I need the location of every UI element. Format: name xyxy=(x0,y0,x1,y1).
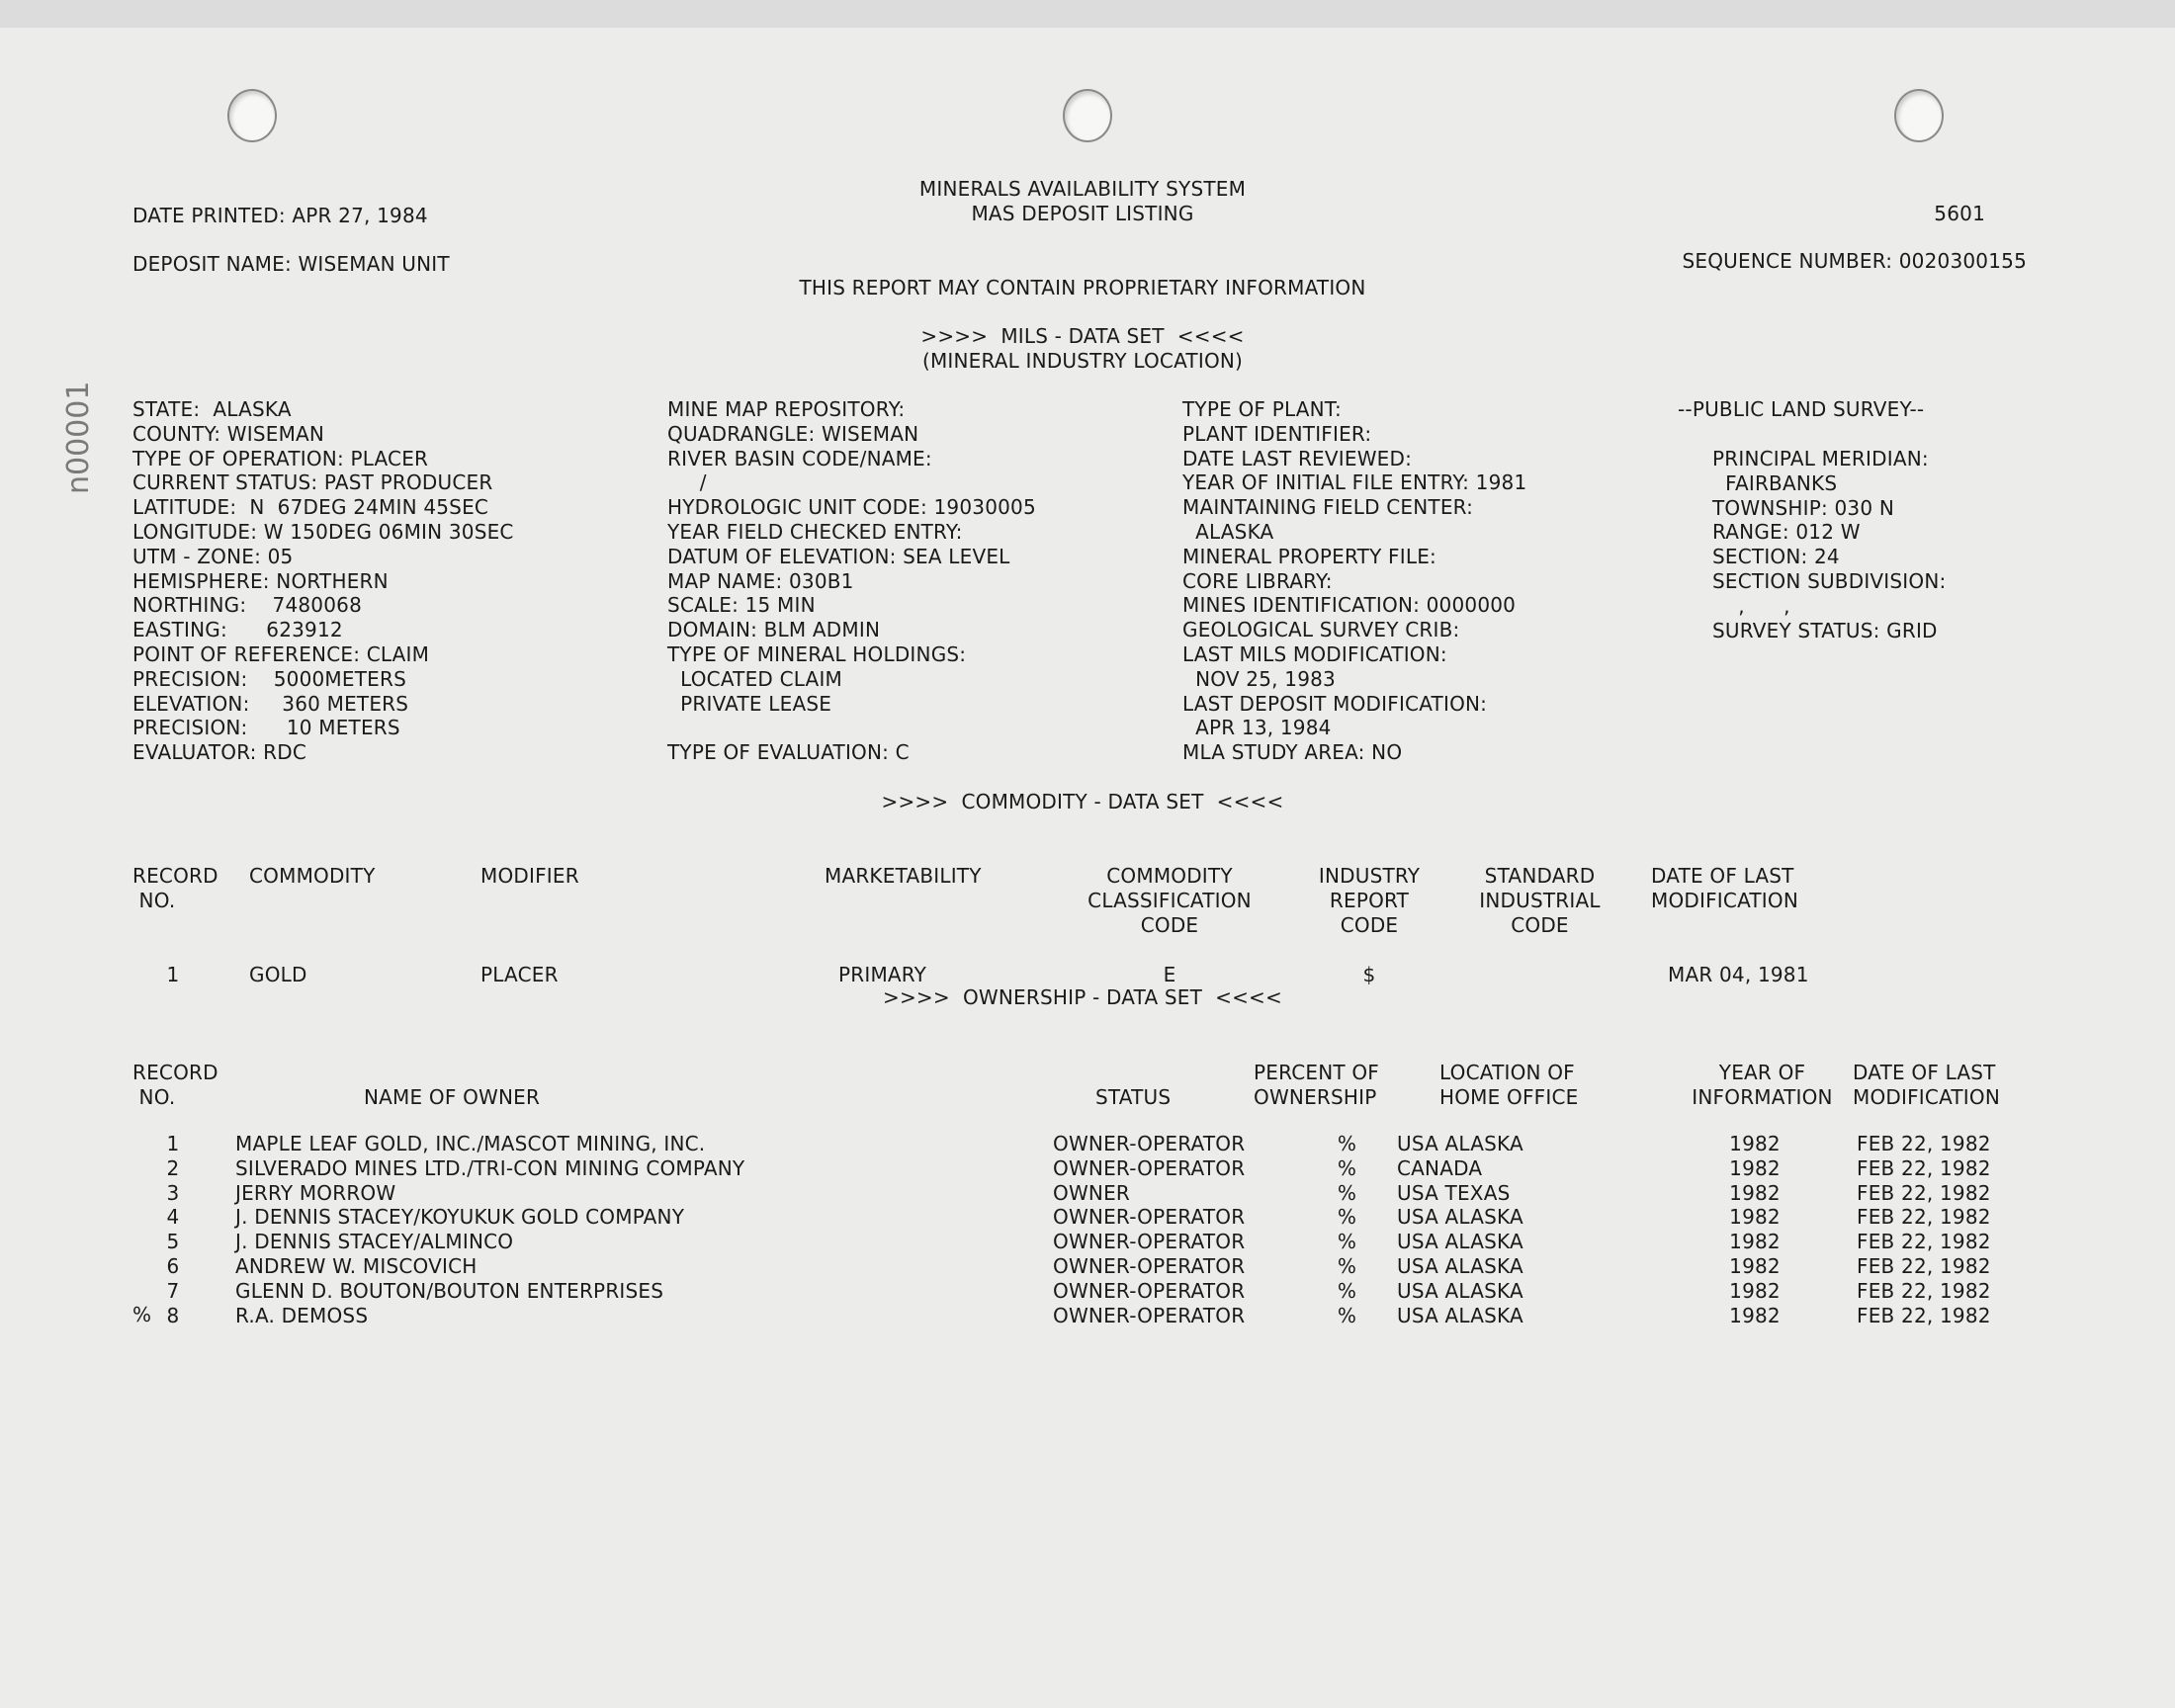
ownership-cell-location: USA ALASKA xyxy=(1397,1230,1523,1254)
mils-field: UTM - ZONE: 05 xyxy=(132,544,294,568)
commodity-cell-modifier: PLACER xyxy=(480,963,559,986)
ownership-cell-last-mod: FEB 22, 1982 xyxy=(1857,1254,1991,1278)
ownership-cell-name: JERRY MORROW xyxy=(235,1180,396,1205)
sequence-number: SEQUENCE NUMBER: 0020300155 xyxy=(1682,249,2027,273)
commodity-cell-last-mod: MAR 04, 1981 xyxy=(1668,963,1809,986)
ownership-cell-name: GLENN D. BOUTON/BOUTON ENTERPRISES xyxy=(235,1278,664,1303)
ownership-cell-location: USA ALASKA xyxy=(1397,1254,1523,1278)
punch-hole-right xyxy=(1894,89,1944,142)
ownership-header-record: RECORD NO. xyxy=(132,1061,218,1109)
ownership-header-last-mod: DATE OF LAST MODIFICATION xyxy=(1853,1061,2001,1109)
commodity-header-commodity: COMMODITY xyxy=(249,864,376,888)
commodity-cell-commodity: GOLD xyxy=(249,963,307,986)
mils-field: / xyxy=(667,470,707,495)
ownership-cell-location: USA ALASKA xyxy=(1397,1278,1523,1303)
proprietary-notice: THIS REPORT MAY CONTAIN PROPRIETARY INFORMATION xyxy=(799,276,1366,299)
ownership-header-year: YEAR OF INFORMATION xyxy=(1692,1061,1833,1109)
mils-field: TYPE OF EVALUATION: C xyxy=(667,740,910,765)
mils-field: LAST MILS MODIFICATION: xyxy=(1182,642,1447,666)
mils-field: PLANT IDENTIFIER: xyxy=(1182,421,1372,446)
ownership-cell-name: SILVERADO MINES LTD./TRI-CON MINING COMPANY xyxy=(235,1155,745,1180)
mils-field: PRECISION: 10 METERS xyxy=(132,716,400,740)
public-land-survey-field: FAIRBANKS xyxy=(1712,470,1838,495)
commodity-header-modifier: MODIFIER xyxy=(480,864,579,888)
ownership-cell-year: 1982 xyxy=(1729,1230,1781,1254)
ownership-header-name: NAME OF OWNER xyxy=(364,1085,541,1109)
ownership-heading: >>>> OWNERSHIP - DATA SET <<<< xyxy=(883,985,1282,1009)
mils-field: EVALUATOR: RDC xyxy=(132,740,307,765)
ownership-cell-record: 8 xyxy=(166,1303,180,1327)
ownership-cell-location: USA ALASKA xyxy=(1397,1303,1523,1327)
commodity-header-marketability: MARKETABILITY xyxy=(825,864,982,888)
mils-field: YEAR FIELD CHECKED ENTRY: xyxy=(667,520,963,544)
ownership-cell-status: OWNER-OPERATOR xyxy=(1053,1132,1246,1155)
ownership-cell-percent: % xyxy=(1337,1303,1357,1327)
ownership-cell-status: OWNER-OPERATOR xyxy=(1053,1278,1246,1303)
mils-heading: >>>> MILS - DATA SET <<<< xyxy=(920,324,1245,348)
public-land-survey-field: SECTION: 24 xyxy=(1712,545,1840,569)
footnote-percent: % xyxy=(132,1303,152,1326)
commodity-header-record: RECORD NO. xyxy=(132,864,218,912)
mils-field: MINES IDENTIFICATION: 0000000 xyxy=(1182,593,1517,618)
ownership-cell-status: OWNER-OPERATOR xyxy=(1053,1254,1246,1278)
mils-field: PRIVATE LEASE xyxy=(667,691,832,716)
mils-field: GEOLOGICAL SURVEY CRIB: xyxy=(1182,618,1460,642)
mils-field: CORE LIBRARY: xyxy=(1182,568,1333,593)
public-land-survey-field: PRINCIPAL MERIDIAN: xyxy=(1712,447,1929,470)
system-title: MINERALS AVAILABILITY SYSTEM xyxy=(918,177,1247,201)
ownership-header-location: LOCATION OF HOME OFFICE xyxy=(1439,1061,1579,1109)
commodity-cell-marketability: PRIMARY xyxy=(838,963,927,986)
ownership-cell-status: OWNER xyxy=(1053,1180,1131,1205)
ownership-cell-record: 1 xyxy=(166,1132,180,1155)
mils-field: STATE: ALASKA xyxy=(132,397,292,421)
ownership-cell-year: 1982 xyxy=(1729,1254,1781,1278)
mils-field: DATUM OF ELEVATION: SEA LEVEL xyxy=(667,544,1010,568)
commodity-header-sic: STANDARD INDUSTRIAL CODE xyxy=(1479,864,1601,937)
mils-field: EASTING: 623912 xyxy=(132,618,343,642)
commodity-header-last-mod: DATE OF LAST MODIFICATION xyxy=(1651,864,1799,912)
mils-field: MINERAL PROPERTY FILE: xyxy=(1182,544,1436,568)
public-land-survey-heading: --PUBLIC LAND SURVEY-- xyxy=(1678,397,1925,421)
mils-field: DOMAIN: BLM ADMIN xyxy=(667,618,881,642)
ownership-cell-status: OWNER-OPERATOR xyxy=(1053,1303,1246,1327)
ownership-cell-percent: % xyxy=(1337,1254,1357,1278)
mils-field: LATITUDE: N 67DEG 24MIN 45SEC xyxy=(132,495,489,520)
ownership-cell-last-mod: FEB 22, 1982 xyxy=(1857,1278,1991,1303)
ownership-cell-name: J. DENNIS STACEY/KOYUKUK GOLD COMPANY xyxy=(235,1205,685,1230)
mils-field: MINE MAP REPOSITORY: xyxy=(667,397,906,421)
commodity-header-industry: INDUSTRY REPORT CODE xyxy=(1318,864,1421,937)
ownership-cell-percent: % xyxy=(1337,1230,1357,1254)
mils-field: COUNTY: WISEMAN xyxy=(132,421,325,446)
ownership-cell-record: 7 xyxy=(166,1278,180,1303)
page-number: 5601 xyxy=(1934,202,1985,225)
mils-field: NORTHING: 7480068 xyxy=(132,593,362,618)
report-page xyxy=(0,28,2175,1708)
ownership-cell-location: USA TEXAS xyxy=(1397,1180,1511,1205)
mils-field: RIVER BASIN CODE/NAME: xyxy=(667,446,932,470)
mils-field: LONGITUDE: W 150DEG 06MIN 30SEC xyxy=(132,520,514,544)
deposit-name: DEPOSIT NAME: WISEMAN UNIT xyxy=(132,252,450,276)
ownership-cell-last-mod: FEB 22, 1982 xyxy=(1857,1205,1991,1230)
ownership-cell-status: OWNER-OPERATOR xyxy=(1053,1230,1246,1254)
commodity-heading: >>>> COMMODITY - DATA SET <<<< xyxy=(881,790,1284,813)
ownership-cell-year: 1982 xyxy=(1729,1278,1781,1303)
mils-field: LOCATED CLAIM xyxy=(667,666,842,691)
ownership-cell-year: 1982 xyxy=(1729,1180,1781,1205)
ownership-cell-last-mod: FEB 22, 1982 xyxy=(1857,1303,1991,1327)
ownership-header-status: STATUS xyxy=(1095,1085,1172,1109)
mils-field: ELEVATION: 360 METERS xyxy=(132,691,409,716)
ownership-cell-location: CANADA xyxy=(1397,1155,1483,1180)
mils-field: TYPE OF PLANT: xyxy=(1182,397,1342,421)
mils-subheading: (MINERAL INDUSTRY LOCATION) xyxy=(921,349,1244,373)
mils-field: MAP NAME: 030B1 xyxy=(667,568,854,593)
ownership-cell-location: USA ALASKA xyxy=(1397,1132,1523,1155)
punch-hole-center xyxy=(1063,89,1112,142)
ownership-cell-year: 1982 xyxy=(1729,1132,1781,1155)
ownership-cell-name: J. DENNIS STACEY/ALMINCO xyxy=(235,1230,514,1254)
commodity-cell-industry: $ xyxy=(1362,963,1376,986)
ownership-cell-name: ANDREW W. MISCOVICH xyxy=(235,1254,478,1278)
public-land-survey-field: , , xyxy=(1712,593,1790,618)
mils-field: ALASKA xyxy=(1182,520,1274,544)
public-land-survey-field: SECTION SUBDIVISION: xyxy=(1712,569,1947,593)
ownership-cell-record: 2 xyxy=(166,1155,180,1180)
ownership-cell-last-mod: FEB 22, 1982 xyxy=(1857,1155,1991,1180)
public-land-survey-field: RANGE: 012 W xyxy=(1712,520,1861,545)
ownership-cell-last-mod: FEB 22, 1982 xyxy=(1857,1132,1991,1155)
punch-hole-left xyxy=(227,89,277,142)
mils-field: MLA STUDY AREA: NO xyxy=(1182,740,1403,765)
public-land-survey-field: SURVEY STATUS: GRID xyxy=(1712,618,1938,642)
ownership-cell-location: USA ALASKA xyxy=(1397,1205,1523,1230)
ownership-cell-percent: % xyxy=(1337,1180,1357,1205)
ownership-header-percent: PERCENT OF OWNERSHIP xyxy=(1254,1061,1379,1109)
ownership-cell-status: OWNER-OPERATOR xyxy=(1053,1205,1246,1230)
mils-field: YEAR OF INITIAL FILE ENTRY: 1981 xyxy=(1182,470,1527,495)
ownership-cell-percent: % xyxy=(1337,1205,1357,1230)
ownership-cell-year: 1982 xyxy=(1729,1155,1781,1180)
ownership-cell-status: OWNER-OPERATOR xyxy=(1053,1155,1246,1180)
mils-field: QUADRANGLE: WISEMAN xyxy=(667,421,919,446)
ownership-cell-record: 5 xyxy=(166,1230,180,1254)
ownership-cell-year: 1982 xyxy=(1729,1205,1781,1230)
commodity-header-classification: COMMODITY CLASSIFICATION CODE xyxy=(1088,864,1252,937)
ownership-cell-name: R.A. DEMOSS xyxy=(235,1303,369,1327)
mils-field: SCALE: 15 MIN xyxy=(667,593,816,618)
ownership-cell-record: 6 xyxy=(166,1254,180,1278)
ownership-cell-percent: % xyxy=(1337,1278,1357,1303)
ownership-cell-last-mod: FEB 22, 1982 xyxy=(1857,1230,1991,1254)
mils-field: CURRENT STATUS: PAST PRODUCER xyxy=(132,470,493,495)
commodity-cell-classification: E xyxy=(1163,963,1176,986)
mils-field: HEMISPHERE: NORTHERN xyxy=(132,568,389,593)
ownership-cell-record: 3 xyxy=(166,1180,180,1205)
mils-field: TYPE OF MINERAL HOLDINGS: xyxy=(667,642,967,666)
margin-stamp: n00001 xyxy=(61,381,96,494)
listing-title: MAS DEPOSIT LISTING xyxy=(971,202,1194,225)
mils-field: MAINTAINING FIELD CENTER: xyxy=(1182,495,1474,520)
public-land-survey-field: TOWNSHIP: 030 N xyxy=(1712,495,1894,520)
ownership-cell-percent: % xyxy=(1337,1132,1357,1155)
ownership-cell-year: 1982 xyxy=(1729,1303,1781,1327)
ownership-cell-percent: % xyxy=(1337,1155,1357,1180)
mils-field: LAST DEPOSIT MODIFICATION: xyxy=(1182,691,1488,716)
ownership-cell-record: 4 xyxy=(166,1205,180,1230)
mils-field: DATE LAST REVIEWED: xyxy=(1182,446,1413,470)
date-printed: DATE PRINTED: APR 27, 1984 xyxy=(132,204,428,227)
mils-field: TYPE OF OPERATION: PLACER xyxy=(132,446,429,470)
commodity-cell-record: 1 xyxy=(166,963,180,986)
mils-field: NOV 25, 1983 xyxy=(1182,666,1336,691)
ownership-cell-name: MAPLE LEAF GOLD, INC./MASCOT MINING, INC. xyxy=(235,1132,706,1155)
mils-field: POINT OF REFERENCE: CLAIM xyxy=(132,642,430,666)
ownership-cell-last-mod: FEB 22, 1982 xyxy=(1857,1180,1991,1205)
mils-field: APR 13, 1984 xyxy=(1182,716,1332,740)
mils-field: HYDROLOGIC UNIT CODE: 19030005 xyxy=(667,495,1036,520)
mils-field: PRECISION: 5000METERS xyxy=(132,666,406,691)
